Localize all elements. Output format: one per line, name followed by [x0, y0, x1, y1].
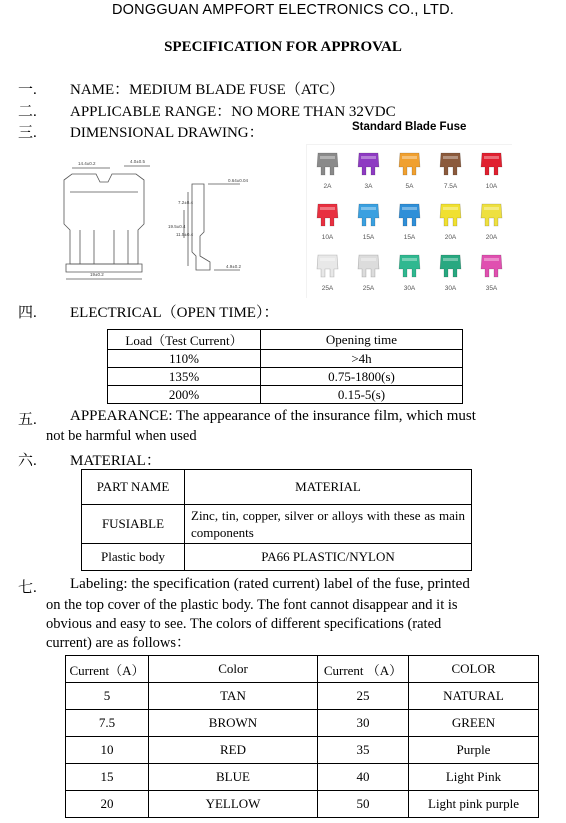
fuse-swatch: [389, 196, 430, 247]
fuse-swatch: [389, 145, 430, 196]
blade-fuse-icon: [471, 196, 512, 236]
fuse-rating-label: 35A: [485, 285, 498, 292]
table-cell: >4h: [261, 350, 463, 368]
blade-fuse-icon: [430, 196, 471, 236]
table-header: MATERIAL: [185, 470, 472, 505]
table-row: [108, 368, 463, 386]
table-row: [66, 764, 539, 791]
table-cell: 7.5: [66, 710, 149, 737]
table-cell: Zinc, tin, copper, silver or alloys with these as main components: [185, 505, 472, 544]
section-text: APPEARANCE: The appearance of the insurance film, which must: [70, 408, 476, 424]
fuse-swatch: [430, 247, 471, 298]
fuse-rating-label: 25A: [362, 285, 375, 292]
section-number: 六.: [18, 453, 37, 469]
section-number: 四.: [18, 305, 37, 321]
table-cell: 35: [318, 737, 409, 764]
fuse-swatch: [471, 145, 512, 196]
table-header: Opening time: [261, 330, 463, 350]
table-cell: 200%: [108, 386, 261, 404]
dim-label: 7.2±0.4: [178, 200, 193, 205]
blade-fuse-icon: [348, 196, 389, 236]
section-text-continued: not be harmful when used: [46, 428, 197, 444]
table-cell: Light pink purple: [409, 791, 539, 818]
blade-fuse-icon: [430, 145, 471, 185]
fuse-rating-label: 25A: [321, 285, 334, 292]
table-cell: 0.15-5(s): [261, 386, 463, 404]
table-cell: Plastic body: [82, 544, 185, 571]
section-number: 七.: [18, 580, 37, 596]
fuse-rating-label: 7.5A: [443, 183, 458, 190]
fuse-rating-label: 15A: [403, 234, 416, 241]
fuse-rating-label: 20A: [485, 234, 498, 241]
dimensional-drawing: [44, 152, 294, 292]
table-cell: GREEN: [409, 710, 539, 737]
section-text: APPLICABLE RANGE：NO MORE THAN 32VDC: [70, 104, 396, 120]
fuse-rating-label: 5A: [405, 183, 414, 190]
table-header: Load（Test Current）: [108, 330, 261, 350]
fuse-rating-label: 10A: [321, 234, 334, 241]
fuse-rating-label: 3A: [364, 183, 373, 190]
blade-fuse-icon: [307, 145, 348, 185]
table-cell: TAN: [149, 683, 318, 710]
table-header: Current （A）: [318, 656, 409, 683]
fuse-panel-title: Standard Blade Fuse: [352, 121, 467, 133]
section-text-continued: on the top cover of the plastic body. The font cannot disappear and it is: [46, 597, 458, 613]
blade-fuse-icon: [389, 196, 430, 236]
fuse-rating-label: 15A: [362, 234, 375, 241]
table-cell: 25: [318, 683, 409, 710]
table-cell: 20: [66, 791, 149, 818]
section-text: NAME：MEDIUM BLADE FUSE（ATC）: [70, 82, 345, 98]
section-text-continued: obvious and easy to see. The colors of different specifications (rated: [46, 616, 442, 632]
section-number: 五.: [18, 412, 37, 428]
table-cell: 5: [66, 683, 149, 710]
section-text: DIMENSIONAL DRAWING：: [70, 125, 264, 141]
blade-fuse-icon: [471, 145, 512, 185]
fuse-swatch: [307, 145, 348, 196]
table-row: [66, 791, 539, 818]
table-header: Color: [149, 656, 318, 683]
blade-fuse-icon: [307, 247, 348, 287]
fuse-swatch: [430, 196, 471, 247]
table-row: [82, 505, 472, 544]
table-cell: 30: [318, 710, 409, 737]
fuse-swatch: [389, 247, 430, 298]
table-cell: FUSIABLE: [82, 505, 185, 544]
table-cell: 0.75-1800(s): [261, 368, 463, 386]
section-text: ELECTRICAL（OPEN TIME）：: [70, 305, 279, 321]
table-cell: 15: [66, 764, 149, 791]
fuse-swatch: [471, 247, 512, 298]
dim-label: 19.5±0.4: [168, 224, 186, 229]
fuse-swatch: [348, 196, 389, 247]
fuse-rating-label: 30A: [403, 285, 416, 292]
fuse-swatch: [430, 145, 471, 196]
table-cell: PA66 PLASTIC/NYLON: [185, 544, 472, 571]
section-number: 一.: [18, 82, 37, 98]
table-header: Current（A）: [66, 656, 149, 683]
blade-fuse-icon: [348, 247, 389, 287]
fuse-swatch: [307, 196, 348, 247]
section-number: 二.: [18, 104, 37, 120]
table-cell: 135%: [108, 368, 261, 386]
table-header: PART NAME: [82, 470, 185, 505]
table-header: COLOR: [409, 656, 539, 683]
dim-label: 0.64±0.04: [228, 178, 248, 183]
company-name: DONGGUAN AMPFORT ELECTRONICS CO., LTD.: [112, 2, 454, 18]
dim-label: 11.5±0.4: [176, 232, 194, 237]
table-cell: Light Pink: [409, 764, 539, 791]
table-cell: RED: [149, 737, 318, 764]
section-number: 三.: [18, 125, 37, 141]
fuse-rating-label: 20A: [444, 234, 457, 241]
color-spec-table: [65, 655, 539, 818]
blade-fuse-icon: [389, 145, 430, 185]
table-cell: 10: [66, 737, 149, 764]
blade-fuse-icon: [389, 247, 430, 287]
document-title: SPECIFICATION FOR APPROVAL: [164, 39, 402, 55]
table-cell: Purple: [409, 737, 539, 764]
table-cell: NATURAL: [409, 683, 539, 710]
table-row: [66, 710, 539, 737]
table-row: [66, 737, 539, 764]
table-row: [108, 350, 463, 368]
fuse-swatch: [471, 196, 512, 247]
blade-fuse-icon: [348, 145, 389, 185]
dim-label: 4.9±0.2: [226, 264, 241, 269]
dim-label: 4.0±0.5: [130, 159, 145, 164]
fuse-color-panel: [306, 144, 512, 298]
electrical-table: [107, 329, 463, 404]
fuse-rating-label: 30A: [444, 285, 457, 292]
section-text: MATERIAL：: [70, 453, 161, 469]
table-cell: 40: [318, 764, 409, 791]
blade-fuse-icon: [307, 196, 348, 236]
blade-fuse-icon: [430, 247, 471, 287]
fuse-swatch: [307, 247, 348, 298]
table-cell: BROWN: [149, 710, 318, 737]
table-row: [108, 386, 463, 404]
section-text-continued: current) are as follows：: [46, 635, 191, 651]
table-cell: BLUE: [149, 764, 318, 791]
dim-label: 14.4±0.2: [78, 161, 96, 166]
blade-fuse-icon: [471, 247, 512, 287]
table-row: [82, 544, 472, 571]
table-cell: YELLOW: [149, 791, 318, 818]
section-text: Labeling: the specification (rated current) label of the fuse, printed: [70, 576, 470, 592]
fuse-swatch: [348, 145, 389, 196]
table-cell: 50: [318, 791, 409, 818]
fuse-rating-label: 2A: [323, 183, 332, 190]
dim-label: 19±0.2: [90, 272, 104, 277]
fuse-swatch: [348, 247, 389, 298]
fuse-rating-label: 10A: [485, 183, 498, 190]
material-table: [81, 469, 472, 571]
table-row: [66, 683, 539, 710]
table-cell: 110%: [108, 350, 261, 368]
